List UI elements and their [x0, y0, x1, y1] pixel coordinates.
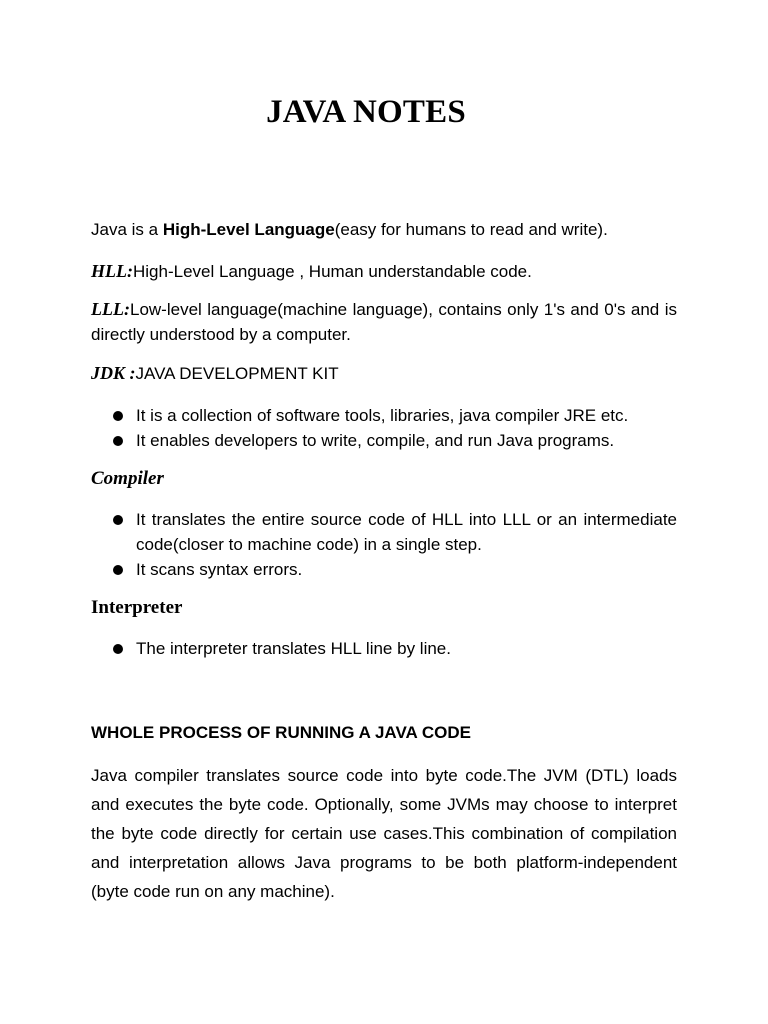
list-item: The interpreter translates HLL line by line.	[91, 636, 677, 661]
interpreter-heading: Interpreter	[91, 597, 183, 618]
intro-suffix: (easy for humans to read and write).	[334, 220, 608, 239]
compiler-bullet-list	[91, 507, 677, 582]
compiler-heading: Compiler	[91, 468, 164, 489]
intro-prefix: Java is a	[91, 220, 163, 239]
interpreter-bullet-list	[91, 636, 677, 661]
bullet-dot-icon	[113, 644, 123, 654]
lll-text: Low-level language(machine language), contains only 1's and 0's and is directly understood by a computer.	[91, 300, 677, 344]
hll-definition	[91, 259, 677, 284]
lll-term: LLL:	[91, 299, 130, 319]
lll-definition	[91, 297, 677, 347]
bullet-dot-icon	[113, 436, 123, 446]
page-title: JAVA NOTES	[266, 94, 466, 130]
hll-term: HLL:	[91, 261, 133, 281]
jdk-term: JDK :	[91, 363, 136, 383]
jdk-text: JAVA DEVELOPMENT KIT	[135, 364, 339, 383]
process-heading: WHOLE PROCESS OF RUNNING A JAVA CODE	[91, 723, 472, 742]
bullet-dot-icon	[113, 565, 123, 575]
bullet-dot-icon	[113, 411, 123, 421]
jdk-definition	[91, 361, 677, 386]
list-item: It scans syntax errors.	[91, 557, 677, 582]
process-paragraph: Java compiler translates source code into byte code.The JVM (DTL) loads and executes the byte code. Optionally, some JVMs may choose to interpret the byte code directly for certain use cases.This combination of compilation and interpretation allows Java programs to be both platform-independent (byte code run on any machine).	[91, 766, 677, 901]
list-item: It is a collection of software tools, libraries, java compiler JRE etc.	[91, 403, 677, 428]
list-item: It enables developers to write, compile, and run Java programs.	[91, 428, 677, 453]
hll-text: High-Level Language , Human understandable code.	[133, 262, 532, 281]
bullet-dot-icon	[113, 515, 123, 525]
list-item: It translates the entire source code of HLL into LLL or an intermediate code(closer to machine code) in a single step.	[91, 507, 677, 557]
intro-paragraph	[91, 217, 677, 242]
jdk-bullet-list	[91, 403, 677, 453]
intro-bold-term: High-Level Language	[162, 220, 335, 239]
